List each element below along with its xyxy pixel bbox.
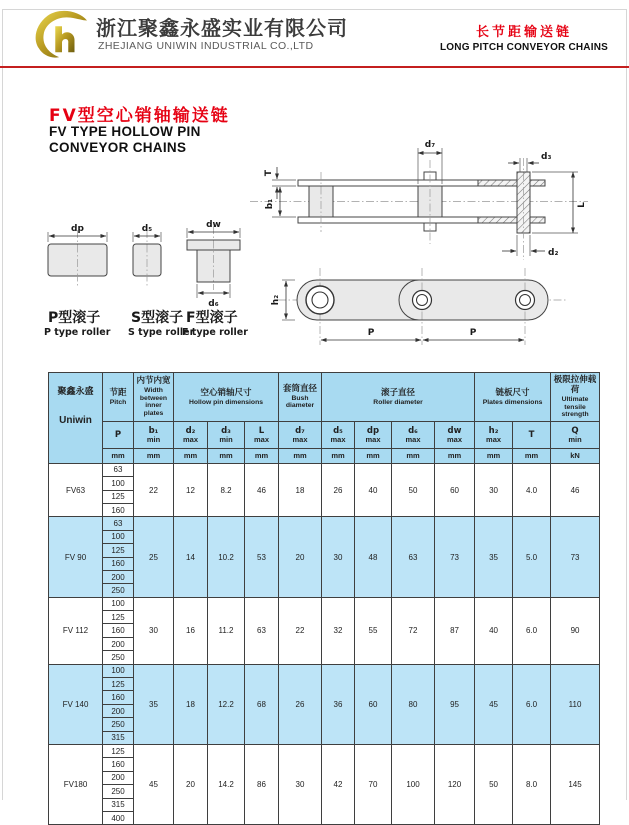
value-cell-6: 40	[355, 463, 392, 517]
header-hollow-pin: 空心销轴尺寸 Hollow pin dimensions	[174, 373, 279, 422]
roller-p-caption-en: P type roller	[44, 327, 111, 338]
column-unit-9: mm	[435, 448, 475, 463]
value-cell-10: 5.0	[513, 517, 551, 597]
value-cell-9: 30	[475, 463, 513, 517]
value-cell-8: 60	[435, 463, 475, 517]
pitch-cell: 315	[103, 798, 134, 811]
value-cell-7: 63	[392, 517, 435, 597]
series-badge	[440, 21, 608, 53]
value-cell-6: 60	[355, 664, 392, 744]
spec-row	[49, 664, 600, 677]
pitch-cell: 63	[103, 517, 134, 530]
column-symbol-6: d₅ max	[322, 421, 355, 448]
column-unit-0: mm	[103, 448, 134, 463]
pitch-cell: 200	[103, 771, 134, 784]
pitch-cell: 160	[103, 503, 134, 516]
column-symbol-11: T	[513, 421, 551, 448]
column-symbol-12: Q min	[551, 421, 600, 448]
pitch-cell: 200	[103, 704, 134, 717]
header-divider	[0, 66, 629, 68]
dim-label-p-right: P	[469, 328, 477, 338]
model-cell: FV 112	[49, 597, 103, 664]
value-cell-10: 6.0	[513, 664, 551, 744]
company-name-cn: 浙江聚鑫永盛实业有限公司	[96, 16, 348, 40]
page-title-cn: FV型空心销轴输送链	[49, 106, 230, 126]
value-cell-7: 80	[392, 664, 435, 744]
header-plates-dimensions: 链板尺寸 Plates dimensions	[475, 373, 551, 422]
column-unit-4: mm	[245, 448, 279, 463]
dim-label-d2: d₂	[548, 248, 559, 258]
value-cell-10: 6.0	[513, 597, 551, 664]
roller-f-caption-cn: F型滚子	[186, 310, 238, 326]
value-cell-11: 73	[551, 517, 600, 597]
pitch-cell: 160	[103, 691, 134, 704]
header-pitch: 节距 Pitch	[103, 373, 134, 422]
value-cell-4: 26	[279, 664, 322, 744]
value-cell-2: 10.2	[208, 517, 245, 597]
pitch-cell: 100	[103, 597, 134, 610]
brand-cn: 聚鑫永盛	[57, 386, 94, 397]
pitch-cell: 250	[103, 718, 134, 731]
pitch-cell: 125	[103, 744, 134, 757]
column-unit-6: mm	[322, 448, 355, 463]
pitch-cell: 250	[103, 651, 134, 664]
pitch-cell: 160	[103, 557, 134, 570]
value-cell-2: 12.2	[208, 664, 245, 744]
value-cell-9: 35	[475, 517, 513, 597]
value-cell-1: 16	[174, 597, 208, 664]
dim-label-T: T	[264, 169, 274, 177]
column-symbol-8: d₆ max	[392, 421, 435, 448]
value-cell-4: 20	[279, 517, 322, 597]
spec-row	[49, 744, 600, 757]
value-cell-0: 30	[134, 597, 174, 664]
dim-label-d3: d₃	[541, 152, 552, 162]
value-cell-6: 70	[355, 744, 392, 824]
company-name-en: ZHEJIANG UNIWIN INDUSTRIAL CO.,LTD	[98, 40, 314, 52]
roller-f-caption-en: F type roller	[182, 327, 248, 338]
value-cell-3: 68	[245, 664, 279, 744]
dim-label-d6: d₆	[208, 299, 219, 309]
value-cell-0: 25	[134, 517, 174, 597]
value-cell-10: 4.0	[513, 463, 551, 517]
value-cell-2: 11.2	[208, 597, 245, 664]
chain-plan-view	[271, 268, 568, 345]
column-unit-10: mm	[475, 448, 513, 463]
model-cell: FV 90	[49, 517, 103, 597]
dim-label-d7: d₇	[424, 140, 436, 150]
value-cell-2: 14.2	[208, 744, 245, 824]
page-title-en-line1: FV TYPE HOLLOW PIN	[49, 124, 201, 139]
roller-s-caption-en: S type roller	[128, 327, 195, 338]
column-symbol-1: b₁ min	[134, 421, 174, 448]
roller-type-f	[182, 220, 248, 338]
brand-cell	[49, 373, 103, 464]
header-roller-diameter: 滚子直径 Roller diameter	[322, 373, 475, 422]
value-cell-8: 73	[435, 517, 475, 597]
value-cell-0: 35	[134, 664, 174, 744]
header-bush-diameter: 套筒直径 Bush diameter	[279, 373, 322, 422]
pitch-cell: 160	[103, 624, 134, 637]
technical-drawings	[28, 132, 620, 367]
pitch-cell: 125	[103, 678, 134, 691]
column-symbol-7: dp max	[355, 421, 392, 448]
value-cell-0: 45	[134, 744, 174, 824]
value-cell-5: 32	[322, 597, 355, 664]
value-cell-8: 95	[435, 664, 475, 744]
pitch-cell: 200	[103, 637, 134, 650]
uniwin-logo-icon	[33, 9, 91, 59]
column-symbol-4: L max	[245, 421, 279, 448]
roller-type-p	[44, 224, 111, 338]
value-cell-6: 48	[355, 517, 392, 597]
column-symbol-2: d₂ max	[174, 421, 208, 448]
series-badge-en: LONG PITCH CONVEYOR CHAINS	[440, 42, 608, 53]
model-cell: FV63	[49, 463, 103, 517]
value-cell-3: 53	[245, 517, 279, 597]
column-symbol-3: d₃ min	[208, 421, 245, 448]
value-cell-7: 100	[392, 744, 435, 824]
value-cell-1: 14	[174, 517, 208, 597]
column-unit-2: mm	[174, 448, 208, 463]
value-cell-3: 63	[245, 597, 279, 664]
pitch-cell: 250	[103, 584, 134, 597]
pitch-cell: 125	[103, 544, 134, 557]
value-cell-9: 50	[475, 744, 513, 824]
pitch-cell: 315	[103, 731, 134, 744]
pitch-cell: 200	[103, 570, 134, 583]
header-inner-width: 内节内宽 Width between inner plates	[134, 373, 174, 422]
specification-table-container	[48, 372, 600, 825]
pitch-cell: 125	[103, 611, 134, 624]
roller-p-caption-cn: P型滚子	[48, 310, 101, 326]
dim-label-b1: b₁	[265, 198, 275, 210]
spec-row	[49, 517, 600, 530]
pitch-cell: 100	[103, 477, 134, 490]
value-cell-11: 46	[551, 463, 600, 517]
value-cell-5: 36	[322, 664, 355, 744]
model-cell: FV 140	[49, 664, 103, 744]
value-cell-1: 20	[174, 744, 208, 824]
value-cell-10: 8.0	[513, 744, 551, 824]
dim-label-d5: d₅	[141, 224, 153, 234]
value-cell-4: 22	[279, 597, 322, 664]
dim-label-p-left: P	[367, 328, 375, 338]
specification-table	[48, 372, 600, 825]
pitch-cell: 250	[103, 785, 134, 798]
column-unit-5: mm	[279, 448, 322, 463]
model-cell: FV180	[49, 744, 103, 824]
column-symbol-0: P	[103, 421, 134, 448]
value-cell-1: 18	[174, 664, 208, 744]
value-cell-5: 42	[322, 744, 355, 824]
column-symbol-10: h₂ max	[475, 421, 513, 448]
value-cell-0: 22	[134, 463, 174, 517]
pitch-cell: 63	[103, 463, 134, 476]
column-unit-12: kN	[551, 448, 600, 463]
column-unit-11: mm	[513, 448, 551, 463]
spec-row	[49, 463, 600, 476]
column-unit-3: mm	[208, 448, 245, 463]
value-cell-11: 145	[551, 744, 600, 824]
header-ultimate-tensile: 极限拉伸载荷 Ultimate tensile strength	[551, 373, 600, 422]
series-badge-cn: 长节距输送链	[475, 25, 572, 40]
value-cell-9: 45	[475, 664, 513, 744]
value-cell-5: 30	[322, 517, 355, 597]
column-symbol-5: d₇ max	[279, 421, 322, 448]
column-unit-7: mm	[355, 448, 392, 463]
brand-en: Uniwin	[59, 414, 92, 426]
column-unit-8: mm	[392, 448, 435, 463]
roller-type-s	[128, 224, 195, 338]
value-cell-5: 26	[322, 463, 355, 517]
value-cell-11: 90	[551, 597, 600, 664]
dim-label-h2: h₂	[271, 294, 281, 306]
dim-label-dp: dp	[71, 224, 84, 234]
pitch-cell: 100	[103, 530, 134, 543]
value-cell-3: 86	[245, 744, 279, 824]
value-cell-8: 87	[435, 597, 475, 664]
value-cell-4: 30	[279, 744, 322, 824]
pitch-cell: 125	[103, 490, 134, 503]
value-cell-3: 46	[245, 463, 279, 517]
spec-row	[49, 597, 600, 610]
pitch-cell: 160	[103, 758, 134, 771]
value-cell-2: 8.2	[208, 463, 245, 517]
chain-side-view	[250, 140, 588, 260]
pitch-cell: 400	[103, 811, 134, 824]
dim-label-dw: dw	[206, 220, 221, 230]
dim-label-L: L	[577, 202, 587, 208]
value-cell-9: 40	[475, 597, 513, 664]
value-cell-8: 120	[435, 744, 475, 824]
page-title-en-line2: CONVEYOR CHAINS	[49, 140, 187, 155]
value-cell-7: 72	[392, 597, 435, 664]
value-cell-7: 50	[392, 463, 435, 517]
column-symbol-9: dw max	[435, 421, 475, 448]
roller-s-caption-cn: S型滚子	[131, 310, 184, 326]
pitch-cell: 100	[103, 664, 134, 677]
value-cell-4: 18	[279, 463, 322, 517]
value-cell-6: 55	[355, 597, 392, 664]
value-cell-11: 110	[551, 664, 600, 744]
value-cell-1: 12	[174, 463, 208, 517]
column-unit-1: mm	[134, 448, 174, 463]
